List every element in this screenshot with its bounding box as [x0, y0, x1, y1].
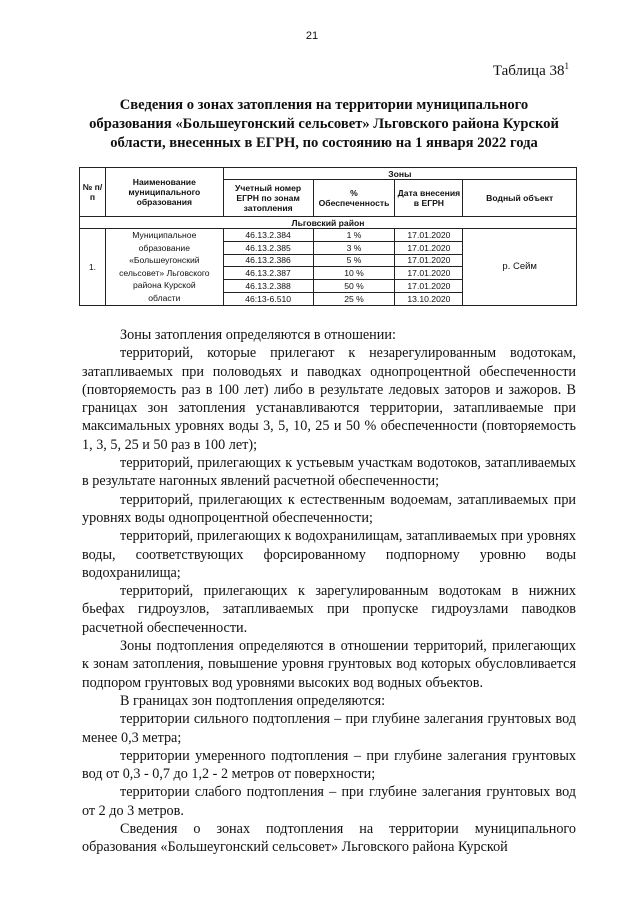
municipality-name [105, 229, 223, 306]
table-header-row [80, 168, 577, 180]
paragraph: Зоны подтопления определяются в отношении территорий, прилегающих к зонам затопления, повышение уровня грунтовых вод которых обусловливается подпором грунтовых вод уровнями высоких вод водных объектов. [82, 638, 576, 691]
paragraph: Зоны затопления определяются в отношении: [120, 327, 396, 343]
account-number-cell: 46.13.2.387 [223, 267, 313, 280]
municipality-line: района Курской [132, 280, 196, 291]
paragraph: территорий, которые прилегают к незарегулированным водотокам, затапливаемых при половодьях и паводках однопроцентной обеспеченности (повторяемость раз в 100 лет) либо в результате ледовых заторов и зажоров. В границах зон затопления устанавливаются территории, затапливаемые при максимальных уровнях воды 3, 5, 10, 25 и 50 % обеспеченности (повторяемость 1, 3, 5, 25 и 50 раз в 100 лет); [82, 345, 576, 453]
paragraph: территорий, прилегающих к водохранилищам, затапливаемых при уровнях воды, соответствующих форсированному подпорному уровню воды водохранилища; [82, 528, 576, 581]
table-label [493, 61, 569, 80]
date-cell: 17.01.2020 [395, 241, 463, 254]
date-cell: 17.01.2020 [395, 229, 463, 242]
region-name: Льговский район [80, 217, 577, 229]
municipality-line: сельсовет» Льговского [119, 267, 210, 278]
region-row [80, 217, 577, 229]
account-number-cell: 46.13.2.388 [223, 280, 313, 293]
body-text [82, 326, 576, 857]
date-cell: 17.01.2020 [395, 280, 463, 293]
date-cell: 17.01.2020 [395, 267, 463, 280]
account-number-cell: 46.13.2.384 [223, 229, 313, 242]
flood-zones-table [79, 167, 577, 306]
paragraph: территорий, прилегающих к естественным водоемам, затапливаемых при уровнях воды однопроцентной обеспеченности; [82, 491, 576, 526]
table-row [80, 229, 577, 242]
municipality-line: образование [138, 242, 191, 253]
paragraph: Сведения о зонах подтопления на территории муниципального образования «Большеугонский сельсовет» Льговского района Курской [82, 821, 576, 856]
paragraph: В границах зон подтопления определяются: [120, 692, 386, 709]
header-percent: % Обеспеченность [313, 180, 395, 217]
paragraph: территорий, прилегающих к зарегулированным водотокам в нижних бьефах гидроузлов, затапливаемых при пропуске гидроузлами паводков расчетной обеспеченности. [82, 583, 576, 636]
paragraph: территории умеренного подтопления – при глубине залегания грунтовых вод от 0,3 - 0,7 до 1,2 - 2 метров от поверхности; [82, 747, 576, 783]
percent-cell: 1 % [313, 229, 395, 242]
date-cell: 13.10.2020 [395, 292, 463, 305]
paragraph: территории слабого подтопления – при глубине залегания грунтовых вод от 2 до 3 метров. [82, 784, 576, 819]
header-num: № п/п [80, 168, 106, 217]
row-number: 1. [80, 229, 106, 306]
header-date: Дата внесения в ЕГРН [395, 180, 463, 217]
header-water-object: Водный объект [463, 180, 577, 217]
percent-cell: 10 % [313, 267, 395, 280]
date-cell: 17.01.2020 [395, 254, 463, 267]
account-number-cell: 46.13.2.386 [223, 254, 313, 267]
percent-cell: 3 % [313, 241, 395, 254]
account-number-cell: 46.13.2.385 [223, 241, 313, 254]
municipality-line: «Большеугонский [129, 255, 200, 266]
percent-cell: 5 % [313, 254, 395, 267]
header-municipality: Наименование муниципального образования [105, 168, 223, 217]
municipality-line: области [148, 292, 181, 303]
water-object-cell: р. Сейм [463, 229, 577, 306]
municipality-line: Муниципальное [132, 230, 197, 240]
header-zones: Зоны [223, 168, 576, 180]
percent-cell: 50 % [313, 280, 395, 293]
paragraph: территории сильного подтопления – при глубине залегания грунтовых вод менее 0,3 метра; [82, 711, 576, 746]
paragraph: территорий, прилегающих к устьевым участкам водотоков, затапливаемых в результате нагонных явлений расчетной обеспеченности; [82, 455, 576, 490]
table-label-superscript: 1 [564, 61, 569, 71]
page-number: 21 [305, 30, 319, 42]
document-title: Сведения о зонах затопления на территории муниципального образования «Большеугонский сельсовет» Льговского района Курской области, внесенных в ЕГРН, по состоянию на 1 января 2022 года [89, 97, 559, 151]
account-number-cell: 46:13-6.510 [223, 292, 313, 305]
table-label-text: Таблица 38 [492, 63, 565, 79]
percent-cell: 25 % [313, 292, 395, 305]
header-account-number: Учетный номер ЕГРН по зонам затопления [223, 180, 313, 217]
